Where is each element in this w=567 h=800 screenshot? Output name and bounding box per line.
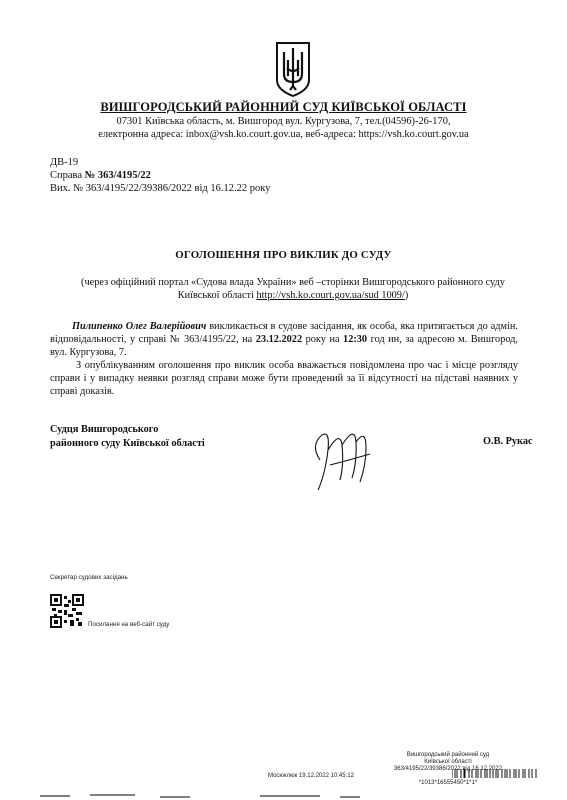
- qr-caption: Посилання на веб-сайт суду: [88, 621, 170, 628]
- ukraine-trident-emblem-icon: [274, 40, 312, 98]
- qr-code-icon[interactable]: [50, 594, 84, 628]
- court-contacts: електронна адреса: inbox@vsh.ko.court.gov.ua, веб-адреса: https://vsh.ko.court.gov.ua: [98, 129, 469, 140]
- scan-artifact-line: [0, 788, 567, 800]
- court-portal-link[interactable]: http://vsh.ko.court.gov.ua/sud 1009/: [256, 290, 405, 301]
- subtitle-text: (через офіційний портал «Судова влада України» веб –сторінки Вишгородського районного суду Київської області: [81, 277, 505, 301]
- subtitle-end: ): [404, 290, 409, 301]
- case-prefix: Справа: [50, 170, 85, 181]
- document-code: ДВ-19: [50, 157, 79, 168]
- court-name: ВИШГОРОДСЬКИЙ РАЙОННИЙ СУД КИЇВСЬКОЇ ОБЛАСТІ: [100, 100, 467, 114]
- hearing-time: 12:30: [343, 334, 368, 345]
- consequence-paragraph: З опублікуванням оголошення про виклик особа вважається повідомлена про час і місце розгляду справи і у випадку неявки розгляд справи може бути проведений за її відсутності на підставі наявних у справі доказів.: [50, 360, 518, 397]
- notice-title: ОГОЛОШЕННЯ ПРО ВИКЛИК ДО СУДУ: [175, 249, 392, 261]
- handwritten-signature: [300, 420, 400, 500]
- judge-name: О.В. Рукас: [483, 436, 533, 447]
- hearing-date: 23.12.2022: [255, 334, 303, 345]
- registration-stamp: Вишгородський районний суд Київської області 363/4195/22/39386/2022 від 16.12.2022 Мосюклюк 19.12.2022 10:45:12 *1013*16555450*1*1*: [268, 752, 503, 786]
- court-address: 07301 Київська область, м. Вишгород вул. Кургузова, 7, тел.(04596)-26-170,: [116, 116, 451, 127]
- summons-paragraph: Пилипенко Олег Валерійович викликається в судове засідання, як особа, яка притягається до адмін. відповідальності, у справі № 363/4195/22, на 23.12.2022 року на 12:30 год ин, за адресою м. Вишгород, вул. Кургузова, 7.: [50, 321, 518, 358]
- outgoing-number: Вих. № 363/4195/22/39386/2022 від 16.12.22 року: [50, 183, 271, 194]
- notice-subtitle: [70, 276, 516, 302]
- barcode-icon: [452, 769, 537, 778]
- case-line: [50, 169, 151, 182]
- case-number: № 363/4195/22: [84, 170, 151, 181]
- person-name: Пилипенко Олег Валерійович: [72, 321, 207, 332]
- secretary-label: Секретар судових засідань: [50, 574, 128, 581]
- judge-title: Судця Вишгородського районного суду Київської області: [50, 424, 205, 449]
